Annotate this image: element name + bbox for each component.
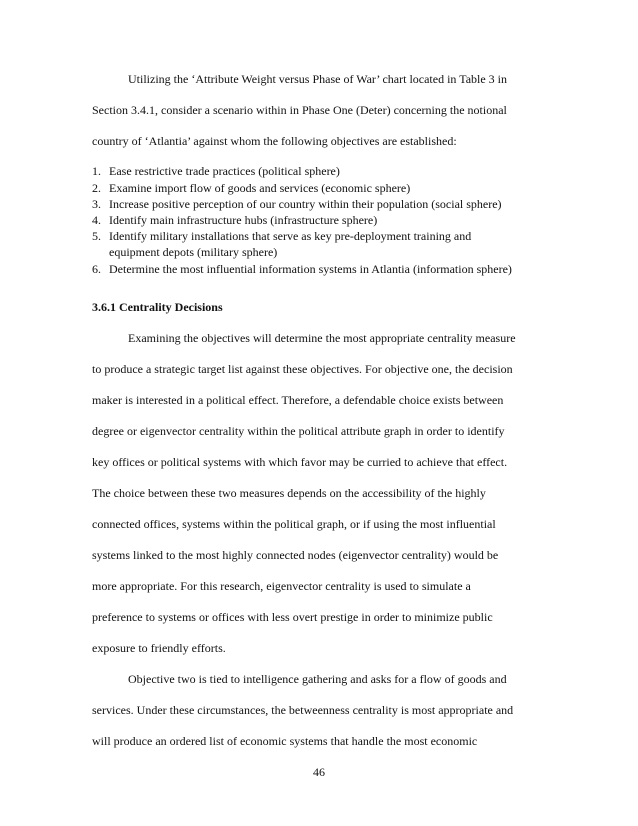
objective-text: Determine the most influential information systems in Atlantia (information sphere) [109,262,512,276]
paragraph-two-line-3: maker is interested in a political effect. Therefore, a defendable choice exists between [92,393,504,407]
paragraph-two-line-1: Examining the objectives will determine the most appropriate centrality measure [128,331,516,345]
page-number: 46 [313,765,325,779]
section-heading: 3.6.1 Centrality Decisions [92,300,223,314]
objective-number: 6. [92,262,101,276]
objective-number: 4. [92,213,101,227]
objective-text: Identify main infrastructure hubs (infrastructure sphere) [109,213,378,227]
paragraph-three-line-3: will produce an ordered list of economic systems that handle the most economic [92,734,478,748]
paragraph-two-line-4: degree or eigenvector centrality within the political attribute graph in order to identify [92,424,505,438]
paragraph-two-line-10: preference to systems or offices with less overt prestige in order to minimize public [92,610,493,624]
paragraph-three-line-2: services. Under these circumstances, the betweenness centrality is most appropriate and [92,703,514,717]
paragraph-three-line-1: Objective two is tied to intelligence gathering and asks for a flow of goods and [128,672,507,686]
objective-text: Increase positive perception of our country within their population (social sphere) [109,197,502,211]
objective-text: Identify military installations that serve as key pre-deployment training and [109,229,472,243]
paragraph-two-line-11: exposure to friendly efforts. [92,641,226,655]
objective-text: equipment depots (military sphere) [109,245,278,259]
paragraph-two-line-9: more appropriate. For this research, eigenvector centrality is used to simulate a [92,579,471,593]
intro-line-1: Utilizing the ‘Attribute Weight versus Phase of War’ chart located in Table 3 in [128,72,508,86]
paragraph-two-line-2: to produce a strategic target list against these objectives. For objective one, the decision [92,362,513,376]
paragraph-two-line-6: The choice between these two measures depends on the accessibility of the highly [92,486,486,500]
objective-number: 1. [92,164,101,178]
intro-line-3: country of ‘Atlantia’ against whom the following objectives are established: [92,134,457,148]
paragraph-two-line-7: connected offices, systems within the political graph, or if using the most influential [92,517,496,531]
objective-number: 5. [92,229,101,243]
objective-number: 3. [92,197,101,211]
objective-number: 2. [92,181,101,195]
objective-text: Ease restrictive trade practices (political sphere) [109,164,340,178]
paragraph-two-line-8: systems linked to the most highly connected nodes (eigenvector centrality) would be [92,548,499,562]
objective-text: Examine import flow of goods and services (economic sphere) [109,181,411,195]
paragraph-two-line-5: key offices or political systems with which favor may be curried to achieve that effect. [92,455,508,469]
intro-line-2: Section 3.4.1, consider a scenario within in Phase One (Deter) concerning the notional [92,103,507,117]
